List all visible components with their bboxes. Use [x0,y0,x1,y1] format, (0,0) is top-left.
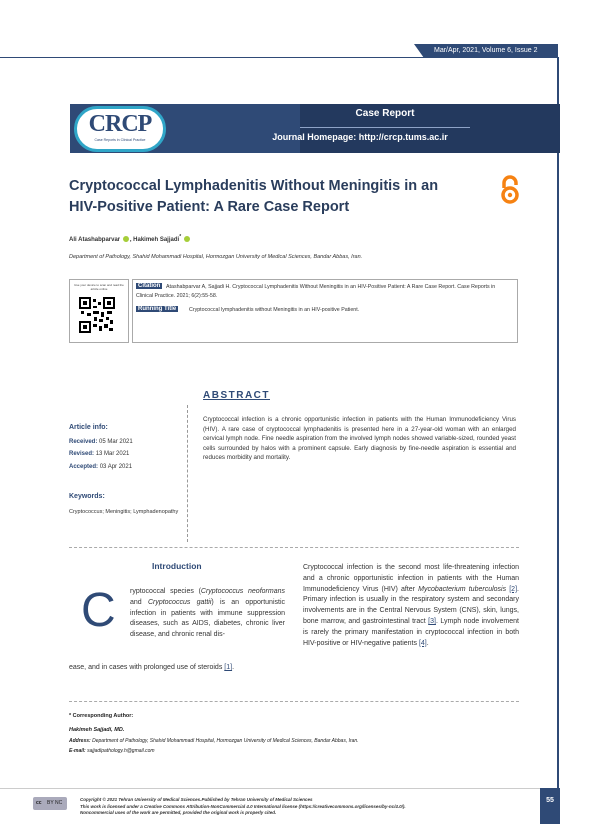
corresponding-email [69,748,155,754]
email-label: E-mail: [69,748,86,754]
received-date [69,439,133,445]
accepted-label: Accepted: [69,464,99,470]
running-title-label: Running Title [138,306,177,312]
journal-logo-subtitle: Case Reports in Clinical Practice [94,138,146,142]
corresponding-mark: * [179,234,182,240]
top-rule [0,57,558,58]
address-label: Address: [69,738,91,744]
author-list [69,234,191,243]
text: . Primary infection is usually in the respiratory system and secondary involvements are in the Central Nervous System (CNS), skin, lungs, bone marrow, and gastrointestinal tract [303,585,519,625]
author-2[interactable]: Hakimeh Sajjadi [133,237,180,243]
intro-paragraph-1-end [69,663,285,674]
abstract-divider [187,405,188,542]
affiliation: Department of Pathology, Shahid Mohammadi Hospital, Hormozgan University of Medical Sciences, Bandar Abbas, Iran. [69,254,363,260]
received-value: 05 Mar 2021 [99,439,133,445]
author-1[interactable]: Ali Atashabparvar [69,237,121,243]
footer-license [80,797,535,817]
qr-caption: Use your device to scan and read the article online [74,283,124,291]
cc-text: cc [36,800,42,806]
orcid-icon[interactable] [184,236,190,242]
species-name: Cryptococcus gattii [147,598,212,606]
footer-rule [0,788,540,789]
text: Cryptococcal infection is the second most life-threatening infection and a chronic opportunistic infection in patients with the Human Immunodeficiency Virus (HIV) after [303,564,519,593]
page-tab [540,788,560,824]
reference-link[interactable]: [3] [428,617,436,625]
footer-line: Copyright © 2021 Tehran University of Medical Sciences.Published by Tehran University of Medical Sciences [80,797,313,802]
text: ryptococcal species ( [130,588,201,595]
text: ) is an opportunistic infection in patients with immune suppression diseases, such as AIDS, diabetes, chronic liver disease, and chronic renal dis- [130,598,286,639]
accepted-value: 03 Apr 2021 [99,464,133,470]
journal-homepage-link[interactable]: Journal Homepage: http://crcp.tums.ac.ir [272,132,448,142]
creative-commons-icon[interactable] [33,797,67,810]
page-number: 55 [546,797,554,804]
header-divider [300,127,470,128]
intro-divider [69,547,519,548]
by-nc-text: BY NC [47,800,63,806]
intro-paragraph-1 [130,587,285,641]
text: . [232,664,235,671]
keywords-heading: Keywords: [69,493,105,500]
journal-logo-text: CRCP [88,111,152,137]
accepted-date [69,464,132,470]
text: and [130,598,148,606]
abstract-heading: ABSTRACT [203,390,270,401]
author-separator: , [129,237,132,243]
corresponding-heading: * Corresponding Author: [69,713,134,719]
text: ease, and in cases with prolonged use of steroids [69,664,225,671]
abstract-text: Cryptococcal infection is a chronic opportunistic infection in patients with the Human Immunodeficiency Virus (HIV). A rare case of cryptococcal lymphadenitis is presented here in a 27-year-old woman with an enlarged cervical lymph node. Fine needle aspiration from the involved lymph nodes showed variable-sized, rounded yeast cells surrounded by halos with a prominent capsule. Early diagnosis by fine-needle aspiration is essential and reduces morbidity and mortality. [203,416,516,461]
citation-label: Citation [138,283,161,289]
email-value[interactable]: sajjadipathology.h@gmail.com [87,748,155,754]
article-info-heading: Article info: [69,424,108,431]
species-name: Mycobacterium tuberculosis [418,585,507,593]
open-access-icon [499,175,521,205]
right-margin-rule [557,57,559,788]
corresponding-name: Hakimeh Sajjadi, MD. [69,727,125,733]
revised-value: 13 Mar 2021 [95,451,130,457]
article-type: Case Report [355,108,415,119]
reference-link[interactable]: [4] [418,639,427,647]
footer-line: This work is licensed under a Creative Commons Attribution-NonCommercial 4.0 International license (https://creativecommons.org/licenses/by-nc/4.0/). [80,803,406,809]
address-value: Department of Pathology, Shahid Mohammadi Hospital, Hormozgan University of Medical Sciences, Bandar Abbas, Iran. [92,738,359,744]
received-label: Received: [69,439,98,445]
text: . [426,639,429,647]
citation-text: Atashabparvar A, Sajjadi H. Cryptococcal Lymphadenitis Without Meningitis in an HIV-Positive Patient: A Rare Case Report. Case Reports in Clinical Practice. 2021; 6(2):55-58. [136,284,496,299]
corresponding-divider [69,701,519,702]
running-title-text: Cryptococcal lymphadenitis without Meningitis in an HIV-positive Patient. [189,307,360,313]
species-name: Cryptococcus neoformans [200,588,285,595]
footer-line: Noncommercial uses of the work are permitted, provided the original work is properly cited. [80,810,277,815]
corresponding-address [69,738,359,744]
issue-label: Mar/Apr, 2021, Volume 6, Issue 2 [424,44,558,58]
keywords-text: Cryptococcus; Meningitis; Lymphadenopathy [69,509,179,515]
drop-cap: C [81,584,116,637]
qr-code-icon[interactable] [79,297,115,333]
intro-heading: Introduction [152,561,202,571]
revised-date [69,451,129,457]
reference-link[interactable]: [2] [509,585,518,593]
article-title: Cryptococcal Lymphadenitis Without Meningitis in an HIV-Positive Patient: A Rare Case Report [69,178,439,215]
text: . Lymph node involvement is rarely the primary manifestation in cryptococcal infection in both HIV-positive or HIV-negative patients [303,617,519,647]
orcid-icon[interactable] [123,236,129,242]
intro-paragraph-2 [303,563,519,649]
revised-label: Revised: [69,451,95,457]
reference-link[interactable]: [1] [224,664,233,671]
